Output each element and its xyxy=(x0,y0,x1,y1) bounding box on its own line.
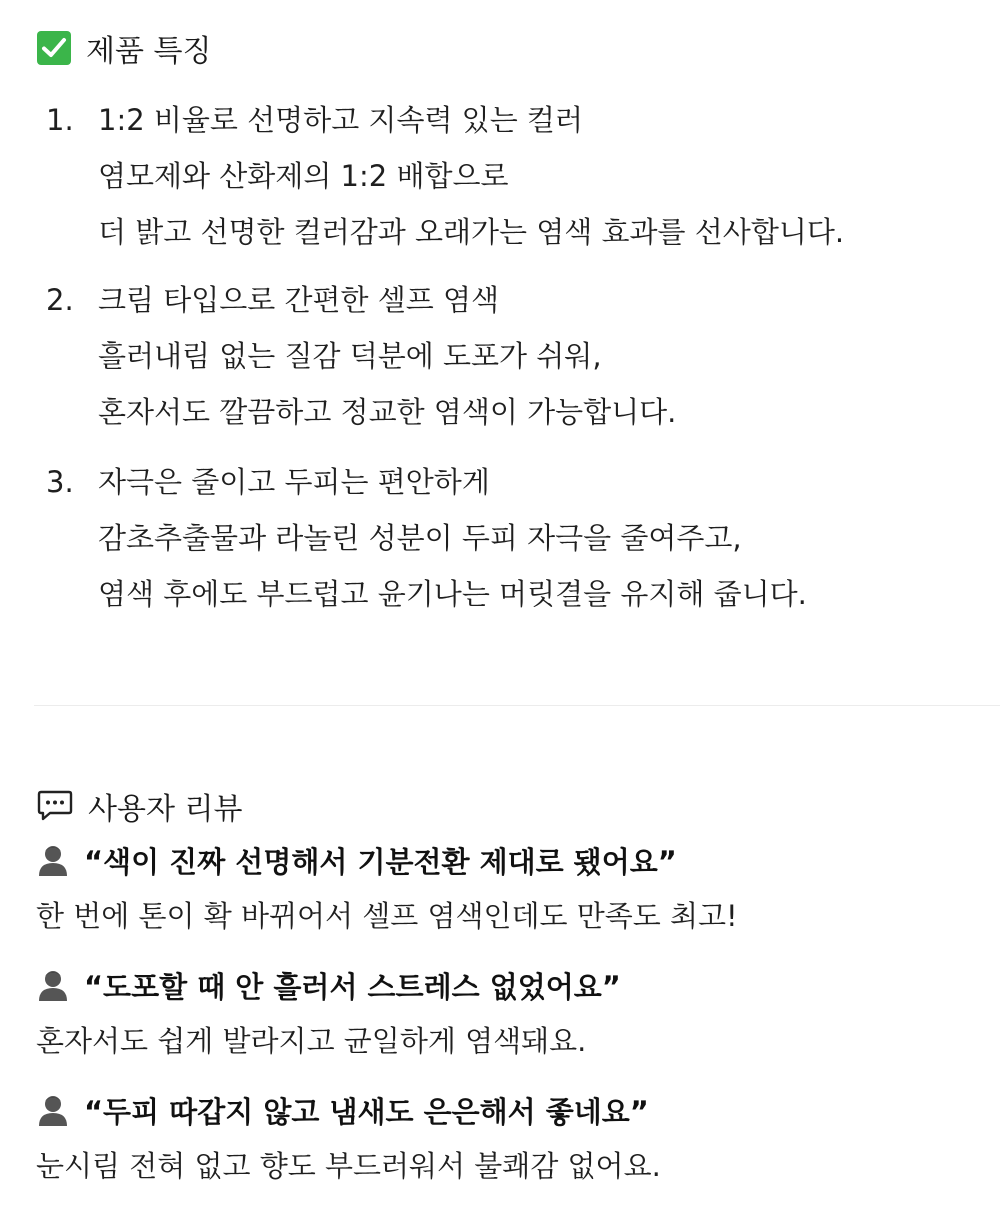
feature-description-line: 혼자서도 깔끔하고 정교한 염색이 가능합니다. xyxy=(98,395,677,429)
feature-number: 3. xyxy=(46,465,74,499)
review-quote: “색이 진짜 선명해서 기분전환 제대로 됐어요” xyxy=(84,844,677,879)
person-silhouette-icon xyxy=(36,1093,70,1127)
review-item xyxy=(36,963,986,1060)
feature-description-line: 더 밝고 선명한 컬러감과 오래가는 염색 효과를 선사합니다. xyxy=(98,215,845,249)
person-silhouette-icon xyxy=(36,968,70,1002)
feature-item xyxy=(46,454,986,622)
review-body: 혼자서도 쉽게 발라지고 균일하게 염색돼요. xyxy=(36,1024,587,1058)
feature-description-line: 염색 후에도 부드럽고 윤기나는 머릿결을 유지해 줍니다. xyxy=(98,577,807,611)
review-quote: “두피 따갑지 않고 냄새도 은은해서 좋네요” xyxy=(84,1094,649,1129)
speech-bubble-icon xyxy=(36,789,74,823)
feature-item xyxy=(46,272,986,440)
reviews-heading xyxy=(36,784,242,828)
feature-description-line: 감초추출물과 라놀린 성분이 두피 자극을 줄여주고, xyxy=(98,521,742,555)
review-item xyxy=(36,1088,986,1185)
feature-heading: 1:2 비율로 선명하고 지속력 있는 컬러 xyxy=(98,103,583,137)
check-mark-button-icon xyxy=(36,30,72,66)
feature-number: 1. xyxy=(46,103,74,137)
review-body: 눈시림 전혀 없고 향도 부드러워서 불쾌감 없어요. xyxy=(36,1149,661,1183)
review-item xyxy=(36,838,986,935)
feature-description-line: 흘러내림 없는 질감 덕분에 도포가 쉬워, xyxy=(98,339,602,373)
section-divider xyxy=(34,705,1000,706)
feature-description-line: 염모제와 산화제의 1:2 배합으로 xyxy=(98,159,509,193)
person-silhouette-icon xyxy=(36,843,70,877)
features-title-text: 제품 특징 xyxy=(86,34,212,69)
review-body: 한 번에 톤이 확 바뀌어서 셀프 염색인데도 만족도 최고! xyxy=(36,899,738,933)
feature-heading: 크림 타입으로 간편한 셀프 염색 xyxy=(98,283,500,317)
feature-item xyxy=(46,92,986,260)
feature-heading: 자극은 줄이고 두피는 편안하게 xyxy=(98,465,490,499)
features-heading xyxy=(36,26,211,70)
review-quote: “도포할 때 안 흘러서 스트레스 없었어요” xyxy=(84,969,621,1004)
reviews-title-text: 사용자 리뷰 xyxy=(88,792,243,827)
feature-number: 2. xyxy=(46,283,74,317)
